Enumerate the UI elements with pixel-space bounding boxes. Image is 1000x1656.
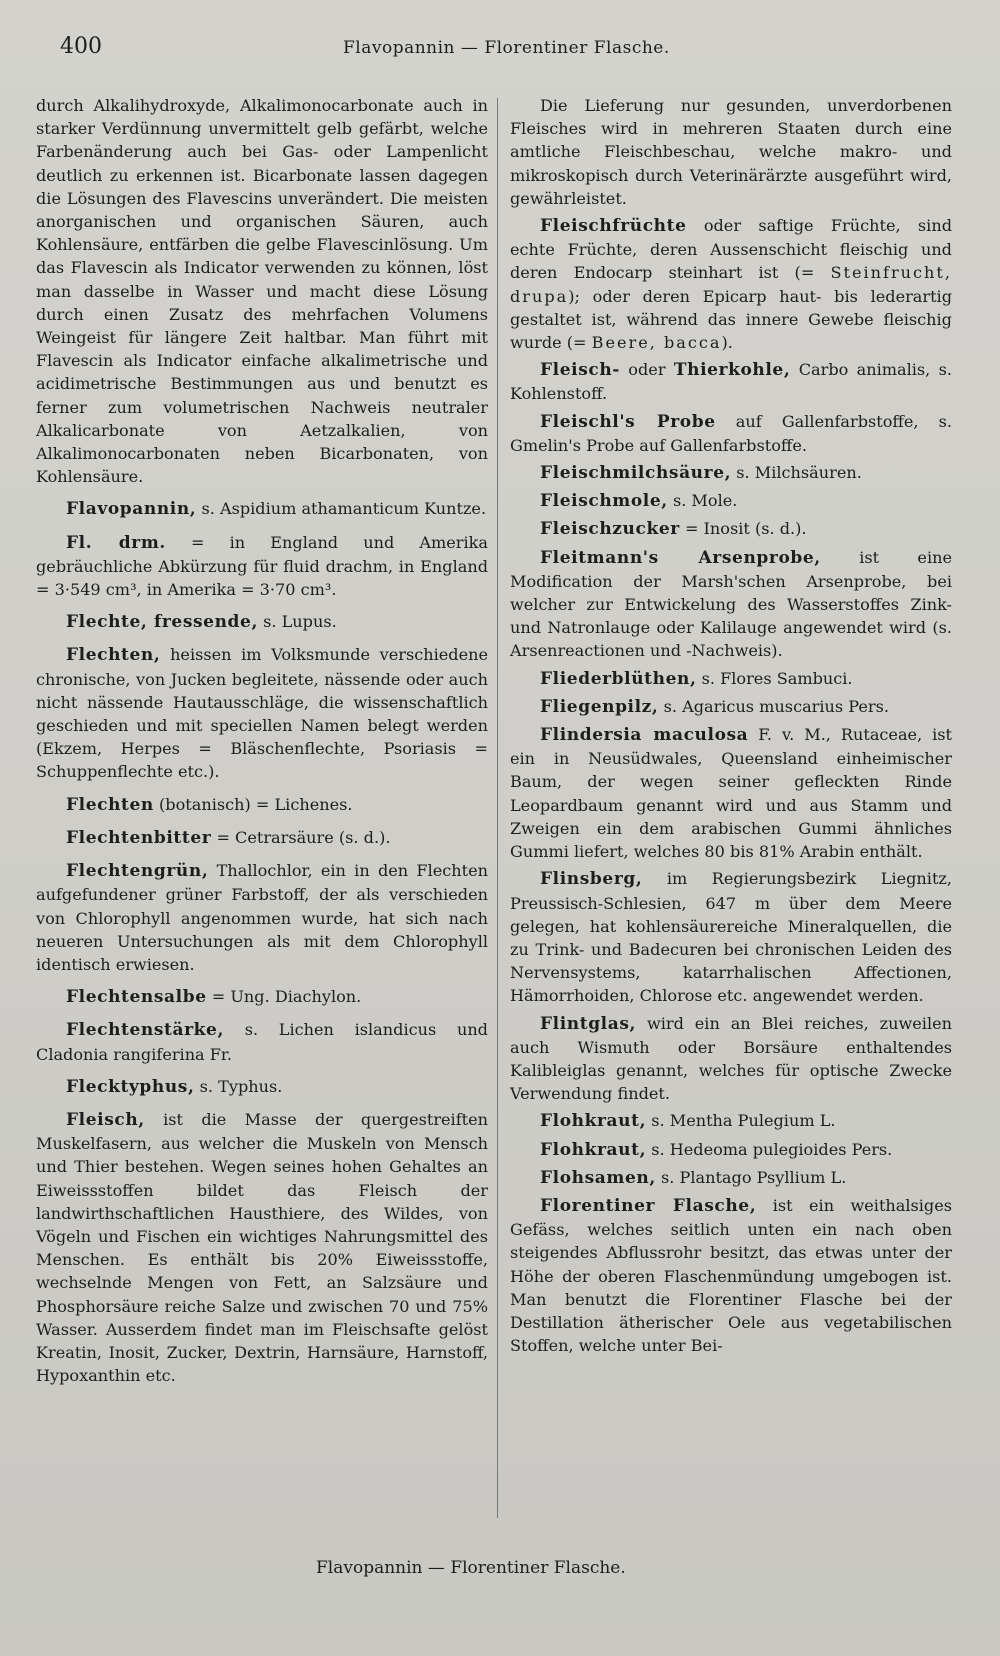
entry-text: Thallochlor, ein in den Flechten aufgefundener grüner Farbstoff, der als verschieden von Chlorophyll angenommen wurde, hat sich nach neueren Untersuchungen als mit dem Chlorophyll identisch erwiesen. <box>36 861 488 974</box>
entry-flechtengruen <box>36 859 488 976</box>
entry-text: ist die Masse der quergestreiften Muskelfasern, aus welcher die Muskeln von Mensch und Thier bestehen. Wegen seines hohen Gehaltes an Eiweissstoffen bildet das Fleisch der landwirthschaftlichen Hausthiere, des Wildes, von Vögeln und Fischen ein wichtiges Nahrungsmittel des Menschen. Es enthält bis 20% Eiweissstoffe, wechselnde Mengen von Fett, an Salzsäure und Phosphorsäure reiche Salze und zwischen 70 und 75% Wasser. Ausserdem findet man im Fleischsafte gelöst Kreatin, Inosit, Zucker, Dextrin, Harnsäure, Harnstoff, Hypoxanthin etc. <box>36 1109 489 1386</box>
entry-flohsamen <box>510 1166 952 1190</box>
entry-term: Flintglas, <box>540 1013 637 1034</box>
entry-flohkraut-hedeoma <box>510 1138 952 1162</box>
entry-term: Flindersia maculosa <box>540 725 749 746</box>
entry-text-spaced: Beere, bacca <box>591 333 722 353</box>
entry-term: Flohkraut, <box>540 1139 647 1160</box>
entry-term: Fleischl's Probe <box>540 411 716 432</box>
left-column <box>36 94 488 1387</box>
entry-text-spaced: Steinfrucht, drupa <box>510 263 952 306</box>
entry-term: Fleischmole, <box>540 491 668 512</box>
entry-text: = in England und Amerika gebräuchliche Abkürzung für fluid drachm, in England = 3·549 cm³, in Amerika = 3·70 cm³. <box>36 532 488 600</box>
entry-term: Fleitmann's Arsenprobe, <box>540 547 821 568</box>
page-footer: Flavopannin — Florentiner Flasche. <box>316 1558 626 1578</box>
entry-term: Flechtenbitter <box>66 827 212 848</box>
continuation-paragraph <box>510 94 952 210</box>
entry-text: ist ein weithalsiges Gefäss, welches seitlich unten ein nach oben steigendes Abflussrohr besitzt, das etwas unter der Höhe der oberen Flaschenmündung umgebogen ist. Man benutzt die Florentiner Flasche bei der Destillation ätherischer Oele aus vegetabilischen Stoffen, welche unter Bei- <box>510 1195 953 1356</box>
entry-text: Carbo animalis, s. Kohlenstoff. <box>510 360 952 404</box>
entry-fleischfruechte <box>510 214 952 354</box>
entry-term: Fleisch, <box>66 1109 145 1130</box>
entry-flechten <box>36 643 488 783</box>
entry-term: Fliegenpilz, <box>540 696 659 717</box>
entry-flechten-botanisch <box>36 793 488 817</box>
entry-text: s. Hedeoma pulegioides Pers. <box>651 1139 893 1159</box>
entry-text: auf Gallenfarbstoffe, s. Gmelin's Probe auf Gallenfarbstoffe. <box>510 411 952 455</box>
entry-text: s. Mentha Pulegium L. <box>651 1111 836 1131</box>
entry-term: Fleischmilchsäure, <box>540 463 732 484</box>
entry-flechte-fressende <box>36 610 488 634</box>
entry-text: s. Milchsäuren. <box>736 463 862 483</box>
entry-term: Fleischzucker <box>540 519 680 540</box>
entry-fleischmole <box>510 489 952 513</box>
entry-florentiner-flasche <box>510 1194 952 1357</box>
entry-flechtenbitter <box>36 826 488 850</box>
entry-text: F. v. M., Rutaceae, ist ein in Neusüdwales, Queensland einheimischer Baum, der wegen seiner gefleckten Rinde Leopardbaum genannt wird und aus Stamm und Zweigen ein dem arabischen Gummi ähnliches Gummi liefert, welches 80 bis 81% Arabin enthält. <box>510 725 952 862</box>
entry-term: Flecktyphus, <box>66 1076 195 1097</box>
entry-flechtenstaerke <box>36 1018 488 1065</box>
entry-term: Flohkraut, <box>540 1111 647 1132</box>
entry-fleischls-probe <box>510 410 952 457</box>
entry-text: s. Flores Sambuci. <box>701 668 853 688</box>
entry-term: Fleischfrüchte <box>540 216 687 237</box>
entry-term: Fleisch- <box>540 360 620 381</box>
entry-term: Flechte, fressende, <box>66 612 258 633</box>
entry-text: ist eine Modification der Marsh'schen Arsenprobe, bei welcher zur Entwickelung des Wasserstoffes Zink- und Natronlauge oder Kalilauge angewendet wird (s. Arsenreactionen und -Nachweis). <box>510 547 952 661</box>
entry-term: Fl. drm. <box>66 532 166 553</box>
entry-flecktyphus <box>36 1075 488 1099</box>
entry-term: Flechtensalbe <box>66 987 207 1008</box>
entry-text: Die Lieferung nur gesunden, unverdorbenen Fleisches wird in mehreren Staaten durch eine amtliche Fleischbeschau, welche makro- und mikroskopisch durch Veterinärärzte ausgeführt wird, gewährleistet. <box>510 96 952 208</box>
entry-term: Florentiner Flasche, <box>540 1195 757 1216</box>
entry-term: Flechtengrün, <box>66 861 209 882</box>
entry-fliederbluethen <box>510 667 952 691</box>
entry-text: = Cetrarsäure (s. d.). <box>216 827 391 847</box>
entry-term: Flinsberg, <box>540 869 643 890</box>
entry-flintglas <box>510 1012 952 1106</box>
page-header <box>60 34 940 66</box>
entry-text: heissen im Volksmunde verschiedene chronische, von Jucken begleitete, nässende oder auch nicht nässende Hautausschläge, die wissenschaftlich geschieden und mit speciellen Namen belegt werden (Ekzem, Herpes = Bläschenflechte, Psoriasis = Schuppenflechte etc.). <box>36 645 488 782</box>
column-divider <box>497 98 498 1518</box>
entry-fleisch <box>36 1108 488 1387</box>
entry-flechtensalbe <box>36 985 488 1009</box>
entry-flindersia-maculosa <box>510 723 952 863</box>
entry-text: = Inosit (s. d.). <box>684 519 807 539</box>
entry-text: oder saftige Früchte, sind echte Früchte, deren Aussenschicht fleischig und deren Endocarp steinhart ist (= <box>510 216 952 283</box>
entry-term: Thierkohle, <box>673 360 791 381</box>
entry-text: s. Aspidium athamanticum Kuntze. <box>201 499 487 519</box>
entry-fleisch-thierkohle <box>510 358 952 405</box>
entry-text: s. Typhus. <box>199 1076 283 1096</box>
entry-term: Flechten, <box>66 645 161 666</box>
entry-text: im Regierungsbezirk Liegnitz, Preussisch-Schlesien, 647 m über dem Meere gelegen, hat kohlensäurereiche Mineralquellen, die zu Trink- und Badecuren bei chronischen Leiden des Nervensystems, katarrhalischen Affectionen, Hämorrhoiden, Chlorose etc. angewendet werden. <box>510 869 953 1006</box>
entry-term: Fliederblüthen, <box>540 668 697 689</box>
entry-text: = Ung. Diachylon. <box>211 987 362 1007</box>
entry-fleischzucker <box>510 517 952 541</box>
entry-fliegenpilz <box>510 695 952 719</box>
continuation-paragraph <box>36 94 488 488</box>
entry-text: ); oder deren Epicarp haut- bis lederartig gestaltet ist, während das innere Gewebe fleischig wurde (= <box>510 286 952 353</box>
entry-text: (botanisch) = Lichenes. <box>159 794 353 814</box>
entry-term: Flohsamen, <box>540 1167 656 1188</box>
entry-text: wird ein an Blei reiches, zuweilen auch Wismuth oder Borsäure enthaltendes Kalibleiglas genannt, welches für optische Zwecke Verwendung findet. <box>510 1013 952 1104</box>
entry-fl-drm <box>36 531 488 602</box>
entry-fleischmilchsaeure <box>510 461 952 485</box>
entry-flinsberg <box>510 867 952 1007</box>
page-number: 400 <box>60 34 102 59</box>
entry-term: Flavopannin, <box>66 499 197 520</box>
entry-text: durch Alkalihydroxyde, Alkalimonocarbonate auch in starker Verdünnung unvermittelt gelb gefärbt, welche Farbenänderung auch bei Gas- oder Lampenlicht deutlich zu erkennen ist. Bicarbonate lassen dagegen die Lösungen des Flavescins unverändert. Die meisten anorganischen und organischen Säuren, auch Kohlensäure, entfärben die gelbe Flavescinlösung. Um das Flavescin als Indicator verwenden zu können, löst man dasselbe in Wasser und macht diese Lösung durch einen Zusatz des mehrfachen Volumens Weingeist für längere Zeit haltbar. Man führt mit Flavescin als Indicator einfache alkalimetrische und acidimetrische Bestimmungen aus und benutzt es ferner zum volumetrischen Nachweis neutraler Alkalicarbonate von Aetzalkalien, von Alkalimonocarbonaten neben Bicarbonaten, von Kohlensäure. <box>36 96 488 487</box>
entry-flohkraut-mentha <box>510 1109 952 1133</box>
entry-term: Flechten <box>66 794 154 815</box>
entry-text: ). <box>721 333 733 353</box>
entry-text: s. Lupus. <box>263 612 337 632</box>
entry-fleitmanns-arsenprobe <box>510 546 952 663</box>
entry-term: Flechtenstärke, <box>66 1020 224 1041</box>
running-head: Flavopannin — Florentiner Flasche. <box>343 38 670 58</box>
right-column <box>510 94 952 1357</box>
entry-text: oder <box>628 360 666 380</box>
entry-flavopannin <box>36 497 488 521</box>
entry-text: s. Lichen islandicus und Cladonia rangiferina Fr. <box>36 1020 488 1064</box>
entry-text: s. Agaricus muscarius Pers. <box>663 696 889 716</box>
entry-text: s. Plantago Psyllium L. <box>661 1167 847 1187</box>
entry-text: s. Mole. <box>672 491 738 511</box>
